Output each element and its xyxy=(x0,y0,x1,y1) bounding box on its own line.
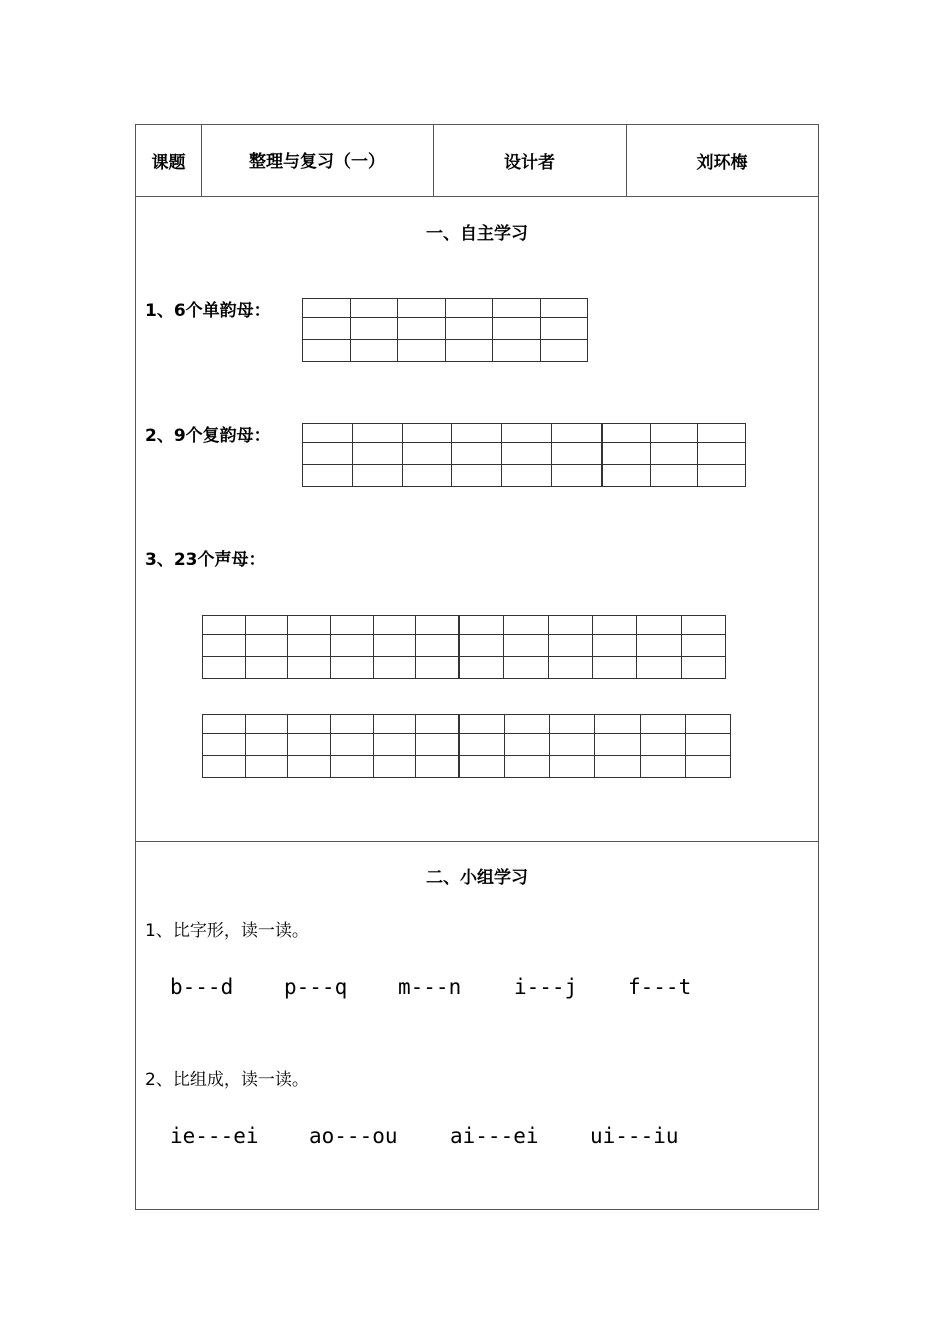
grid-cell xyxy=(685,734,730,756)
grid-cell xyxy=(637,635,681,657)
pair: ie---ei xyxy=(170,1124,259,1148)
section-title-group-study: 二、小组学习 xyxy=(426,868,528,888)
divider xyxy=(136,196,818,197)
grid-cell xyxy=(493,318,541,340)
item-compound-finals: 2、9个复韵母： xyxy=(145,426,271,446)
grid-cell xyxy=(698,424,746,443)
grid-cell xyxy=(460,756,505,778)
grid-cell xyxy=(460,734,505,756)
pair: m---n xyxy=(398,975,462,999)
grid-cell xyxy=(245,616,288,635)
grid-cell xyxy=(352,443,402,465)
grid-cell xyxy=(398,318,446,340)
grid-cell xyxy=(650,465,698,487)
grid-cell xyxy=(650,443,698,465)
grid-cell xyxy=(303,424,353,443)
grid-cell xyxy=(504,657,548,679)
grid-cell xyxy=(550,756,595,778)
grid-cell xyxy=(288,756,331,778)
grid-cell xyxy=(330,756,373,778)
grid-cell xyxy=(416,734,459,756)
grid-cell xyxy=(352,424,402,443)
grid-cell xyxy=(685,715,730,734)
grid-cell xyxy=(592,657,636,679)
grid-cell xyxy=(303,465,353,487)
grid-table xyxy=(302,298,588,362)
grid-cell xyxy=(595,734,640,756)
grid-cell xyxy=(402,424,452,443)
grid-cell xyxy=(552,424,602,443)
pair: ao---ou xyxy=(309,1124,398,1148)
grid-cell xyxy=(540,340,588,362)
grid-cell xyxy=(350,299,398,318)
grid-cell xyxy=(640,734,685,756)
grid-cell xyxy=(698,443,746,465)
grid-cell xyxy=(245,715,288,734)
grid-cell xyxy=(203,616,246,635)
grid-cell xyxy=(330,657,373,679)
grid-cell xyxy=(303,318,351,340)
grid-cell xyxy=(373,616,416,635)
topic-label: 课题 xyxy=(151,153,186,173)
grid-cell xyxy=(445,340,493,362)
grid-cell xyxy=(681,616,725,635)
grid-cell xyxy=(245,635,288,657)
grid-cell xyxy=(502,465,552,487)
grid-cell xyxy=(452,424,502,443)
grid-cell xyxy=(245,756,288,778)
designer-value: 刘环梅 xyxy=(696,153,748,173)
grid-cell xyxy=(288,715,331,734)
grid-cell xyxy=(460,715,505,734)
grid-cell xyxy=(445,299,493,318)
grid-cell xyxy=(416,635,459,657)
item-initials: 3、23个声母： xyxy=(145,550,266,570)
grid-cell xyxy=(330,715,373,734)
grid-table xyxy=(602,423,746,487)
grid-cell xyxy=(540,299,588,318)
grid-cell xyxy=(373,635,416,657)
grid-cell xyxy=(398,299,446,318)
grid-table xyxy=(459,714,731,778)
grid-cell xyxy=(398,340,446,362)
grid-cell xyxy=(460,616,504,635)
grid-cell xyxy=(493,299,541,318)
grid-cell xyxy=(416,756,459,778)
pair: f---t xyxy=(628,975,692,999)
grid-table xyxy=(202,615,459,679)
grid-cell xyxy=(203,657,246,679)
grid-cell xyxy=(373,715,416,734)
grid-cell xyxy=(203,715,246,734)
grid-cell xyxy=(603,443,651,465)
grid-cell xyxy=(504,616,548,635)
grid-cell xyxy=(350,318,398,340)
grid-cell xyxy=(550,734,595,756)
grid-cell xyxy=(352,465,402,487)
grid-cell xyxy=(330,635,373,657)
grid-cell xyxy=(452,465,502,487)
grid-cell xyxy=(603,465,651,487)
grid-cell xyxy=(540,318,588,340)
grid-cell xyxy=(595,715,640,734)
grid-cell xyxy=(288,635,331,657)
grid-cell xyxy=(548,635,592,657)
grid-table xyxy=(302,423,602,487)
grid-cell xyxy=(650,424,698,443)
grid-cell xyxy=(548,657,592,679)
grid-cell xyxy=(493,340,541,362)
grid-cell xyxy=(552,465,602,487)
item-simple-finals: 1、6个单韵母： xyxy=(145,301,271,321)
grid-cell xyxy=(416,616,459,635)
grid-cell xyxy=(460,635,504,657)
grid-cell xyxy=(681,635,725,657)
grid-cell xyxy=(504,635,548,657)
designer-label: 设计者 xyxy=(504,153,555,173)
grid-cell xyxy=(505,756,550,778)
grid-cell xyxy=(288,616,331,635)
grid-cell xyxy=(288,734,331,756)
divider xyxy=(136,841,818,842)
grid-cell xyxy=(416,715,459,734)
grid-cell xyxy=(505,734,550,756)
grid-cell xyxy=(595,756,640,778)
grid-cell xyxy=(698,465,746,487)
grid-cell xyxy=(203,734,246,756)
grid-cell xyxy=(550,715,595,734)
pair: ui---iu xyxy=(590,1124,679,1148)
topic-value: 整理与复习（一） xyxy=(249,151,385,172)
grid-cell xyxy=(245,657,288,679)
grid-cell xyxy=(640,756,685,778)
grid-cell xyxy=(505,715,550,734)
pair: b---d xyxy=(170,975,234,999)
item-compare-composition: 2、比组成，读一读。 xyxy=(145,1070,309,1090)
grid-cell xyxy=(350,340,398,362)
item-compare-shapes: 1、比字形，读一读。 xyxy=(145,921,309,941)
grid-cell xyxy=(685,756,730,778)
grid-cell xyxy=(416,657,459,679)
grid-cell xyxy=(303,443,353,465)
pairs-composition xyxy=(136,1124,818,1154)
grid-cell xyxy=(373,657,416,679)
grid-cell xyxy=(330,616,373,635)
grid-cell xyxy=(402,465,452,487)
grid-cell xyxy=(502,424,552,443)
grid-cell xyxy=(592,616,636,635)
grid-cell xyxy=(640,715,685,734)
grid-cell xyxy=(373,734,416,756)
grid-cell xyxy=(373,756,416,778)
grid-cell xyxy=(452,443,502,465)
grid-cell xyxy=(203,635,246,657)
grid-table xyxy=(202,714,459,778)
grid-cell xyxy=(552,443,602,465)
pairs-shapes xyxy=(136,975,818,1005)
grid-cell xyxy=(548,616,592,635)
grid-cell xyxy=(203,756,246,778)
grid-cell xyxy=(445,318,493,340)
grid-table xyxy=(459,615,726,679)
pair: i---j xyxy=(514,975,578,999)
grid-cell xyxy=(460,657,504,679)
grid-cell xyxy=(245,734,288,756)
grid-cell xyxy=(288,657,331,679)
grid-cell xyxy=(603,424,651,443)
grid-cell xyxy=(637,616,681,635)
section-title-self-study: 一、自主学习 xyxy=(426,224,528,244)
grid-cell xyxy=(402,443,452,465)
pair: ai---ei xyxy=(450,1124,539,1148)
grid-cell xyxy=(330,734,373,756)
grid-cell xyxy=(303,299,351,318)
pair: p---q xyxy=(284,975,348,999)
grid-cell xyxy=(303,340,351,362)
grid-cell xyxy=(637,657,681,679)
grid-cell xyxy=(502,443,552,465)
grid-cell xyxy=(592,635,636,657)
grid-cell xyxy=(681,657,725,679)
